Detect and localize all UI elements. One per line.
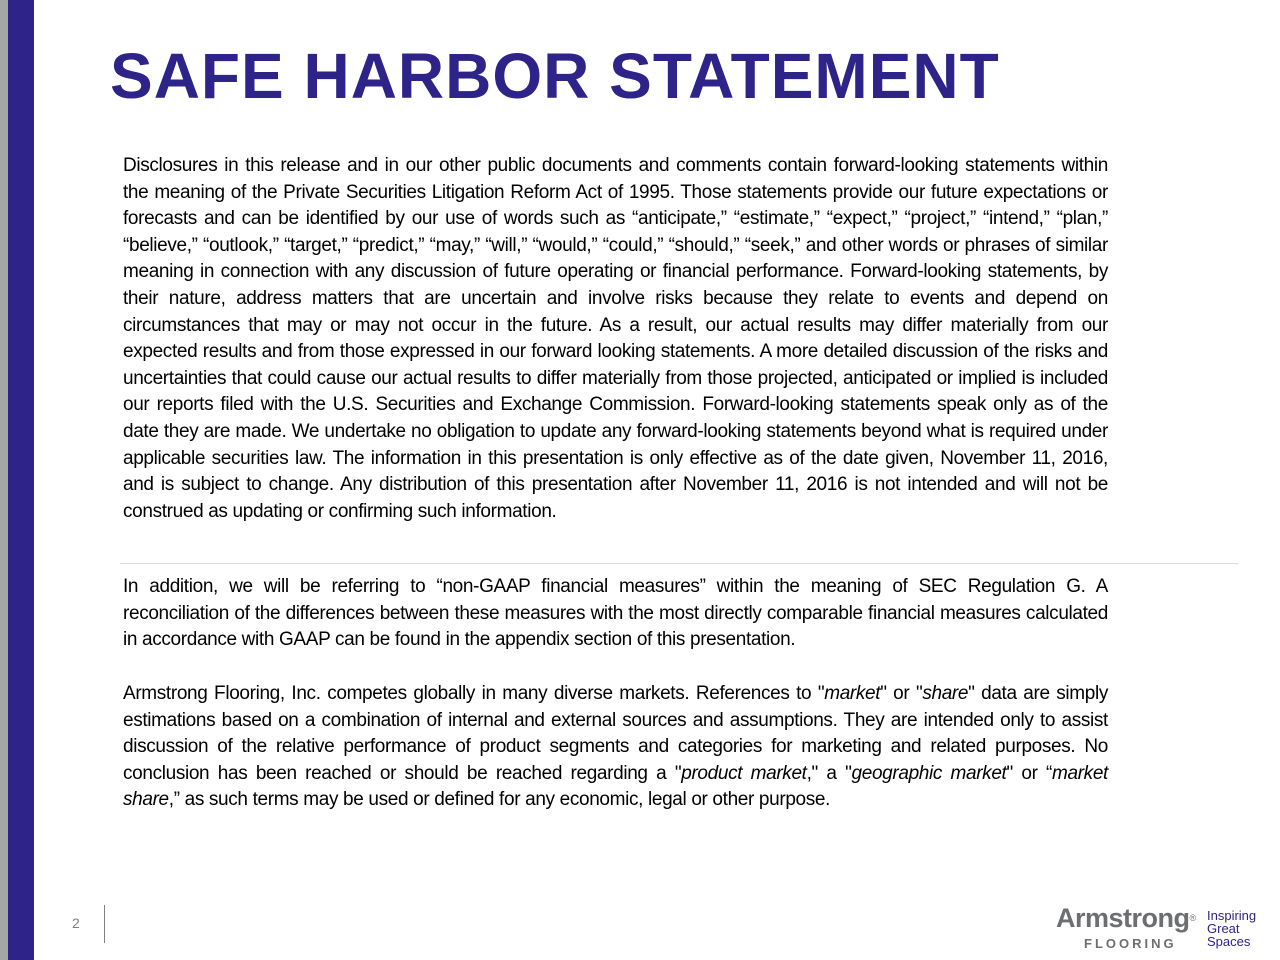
left-edge-purple-bar	[8, 0, 34, 960]
disclosure-paragraph: Disclosures in this release and in our other public documents and comments contain forward-looking statements within the meaning of the Private Securities Litigation Reform Act of 1995. Those statements provide our future expectations or forecasts and can be identified by our use of words such as “anticipate,” “estimate,” “expect,” “project,” “intend,” “plan,” “believe,” “outlook,” “target,” “predict,” “may,” “will,” “would,” “could,” “should,” “seek,” and other words or phrases of similar meaning in connection with any discussion of future operating or financial performance. Forward-looking statements, by their nature, address matters that are uncertain and involve risks because they relate to events and depend on circumstances that may or may not occur in the future. As a result, our actual results may differ materially from our expected results and from those expressed in our forward looking statements. A more detailed discussion of the risks and uncertainties that could cause our actual results to differ materially from those projected, anticipated or implied is included our reports filed with the U.S. Securities and Exchange Commission. Forward-looking statements speak only as of the date they are made. We undertake no obligation to update any forward-looking statements beyond what is required under applicable securities law. The information in this presentation is only effective as of the date given, November 11, 2016, and is subject to change. Any distribution of this presentation after November 11, 2016 is not intended and will not be construed as updating or confirming such information.	[123, 155, 1108, 522]
section-divider	[120, 563, 1238, 564]
logo-wordmark	[1056, 903, 1196, 933]
non-gaap-paragraph: In addition, we will be referring to “non-GAAP financial measures” within the meaning of SEC Regulation G. A reconciliation of the differences between these measures with the most directly comparable financial measures calculated in accordance with GAAP can be found in the appendix section of this presentation.	[123, 576, 1108, 651]
slide-title: SAFE HARBOR STATEMENT	[110, 40, 1000, 112]
market-share-term: market share	[123, 762, 1108, 811]
tagline-line-2: Great	[1207, 921, 1240, 936]
logo-subtitle: FLOORING	[1084, 936, 1177, 951]
market-data-paragraph	[123, 681, 1108, 814]
logo-wordmark-text: Armstrong	[1056, 903, 1190, 933]
armstrong-flooring-logo	[1056, 903, 1266, 953]
registered-mark: ®	[1189, 913, 1196, 923]
product-market-term: product market	[681, 762, 807, 784]
market-text-1: Armstrong Flooring, Inc. competes globally in many diverse markets. References to "	[123, 683, 825, 704]
logo-tagline	[1207, 909, 1267, 948]
market-text-4: ," a "	[806, 762, 852, 784]
tagline-line-3: Spaces	[1207, 934, 1251, 949]
page-number: 2	[72, 915, 80, 931]
geographic-market-term: geographic market	[851, 762, 1007, 784]
market-term: market	[824, 683, 881, 704]
market-text-6: ,” as such terms may be used or defined for any economic, legal or other purpose.	[168, 789, 831, 811]
market-text-5: " or “	[1006, 762, 1053, 784]
page-number-separator	[104, 905, 105, 943]
left-edge-gray-bar	[0, 0, 8, 960]
market-text-3: " data are simply estimations based on a combination of internal and external sources and assumptions. They are intended only to assist discussion of the relative performance of product segments and categories for marketing and related purposes. No conclusion has been reached or should be reached regarding a "	[123, 683, 1108, 784]
tagline-line-1: Inspiring	[1207, 908, 1257, 923]
market-text-2: " or "	[880, 683, 923, 704]
share-term: share	[922, 683, 969, 704]
